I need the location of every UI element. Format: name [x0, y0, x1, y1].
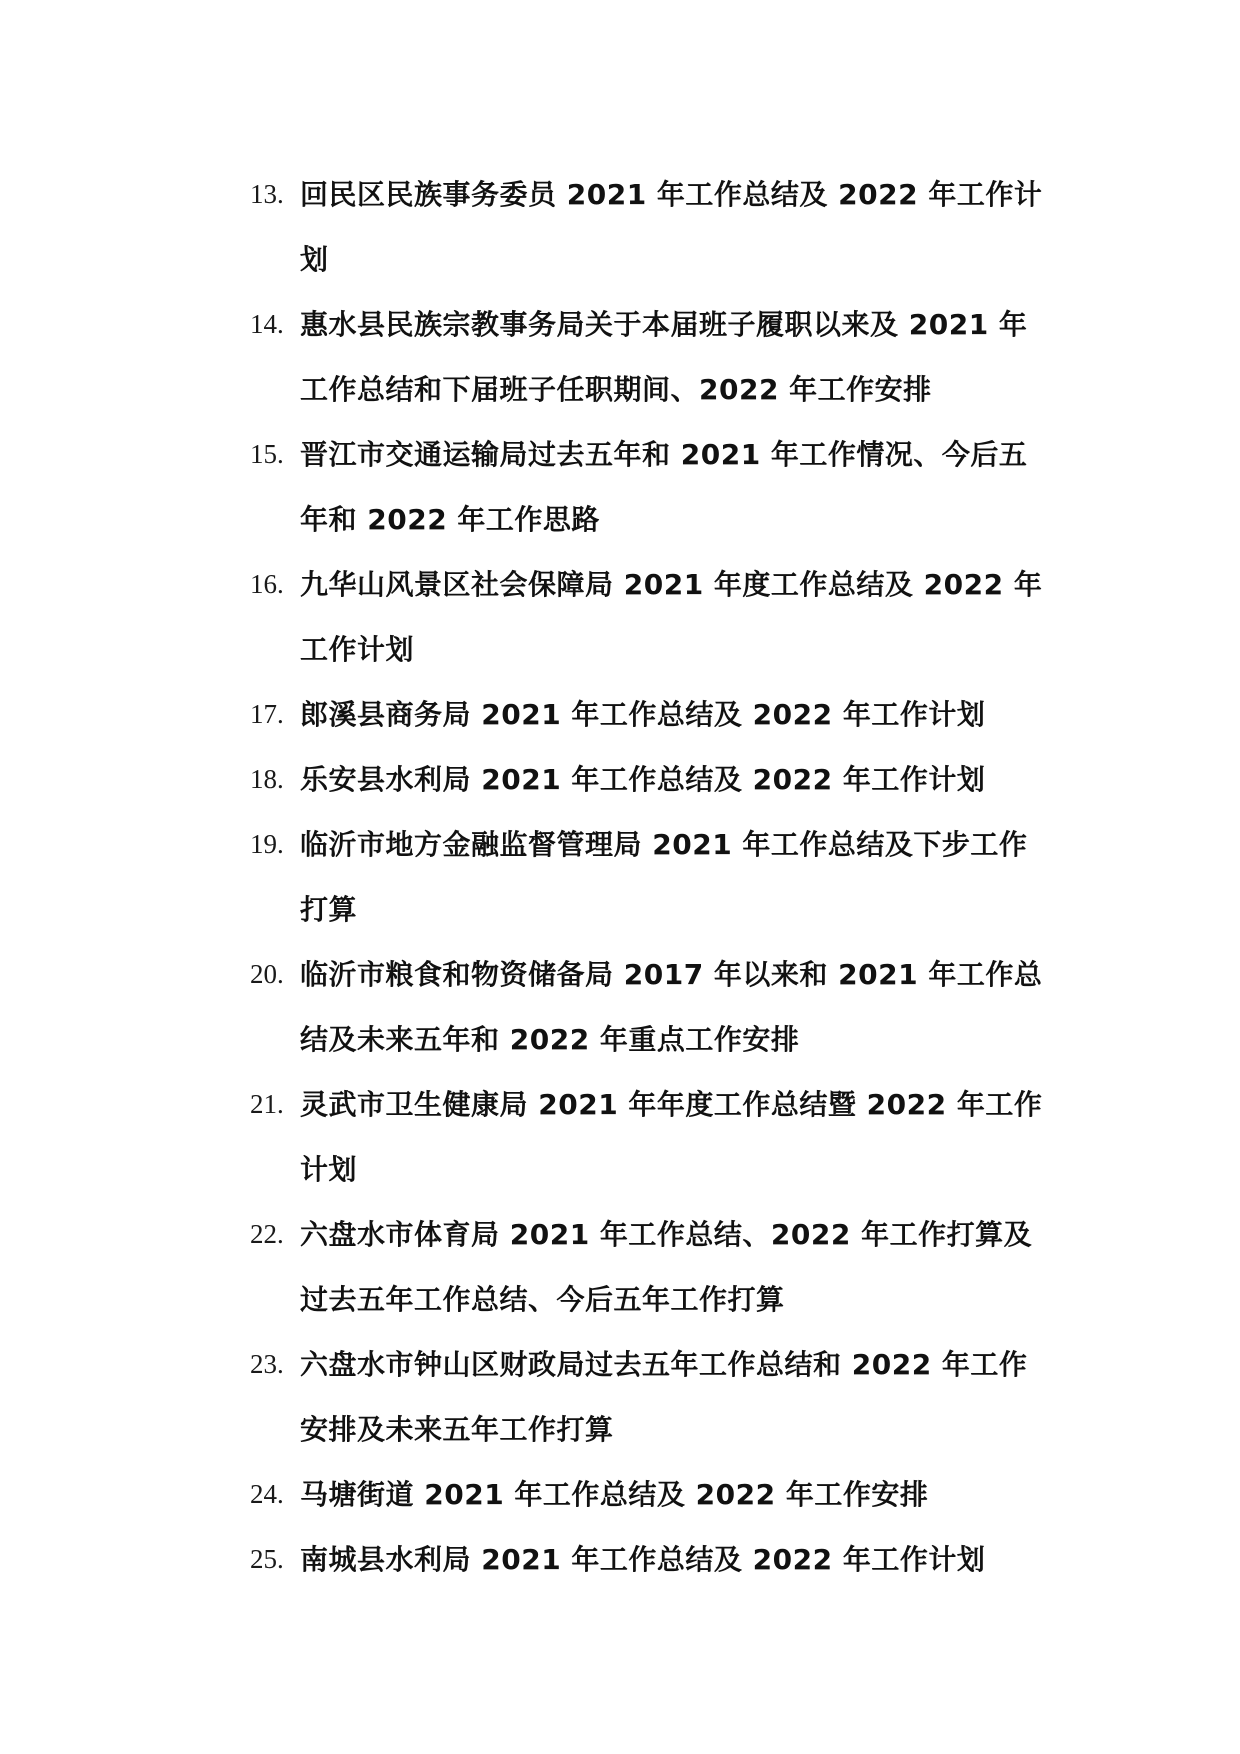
toc-item-number: 19.	[250, 829, 284, 859]
toc-item-25	[250, 1527, 1050, 1592]
toc-item-title: 临沂市地方金融监督管理局 2021 年工作总结及下步工作打算	[300, 828, 1028, 926]
toc-item-title: 惠水县民族宗教事务局关于本届班子履职以来及 2021 年工作总结和下届班子任职期间、2022 年工作安排	[300, 308, 1028, 406]
toc-item-title: 晋江市交通运输局过去五年和 2021 年工作情况、今后五年和 2022 年工作思路	[300, 438, 1028, 536]
toc-item-23	[250, 1332, 1050, 1462]
toc-item-15	[250, 422, 1050, 552]
toc-item-title: 六盘水市体育局 2021 年工作总结、2022 年工作打算及过去五年工作总结、今后五年工作打算	[300, 1218, 1033, 1316]
toc-item-21	[250, 1072, 1050, 1202]
toc-item-17	[250, 682, 1050, 747]
toc-item-number: 23.	[250, 1349, 284, 1379]
toc-item-number: 15.	[250, 439, 284, 469]
toc-item-number: 13.	[250, 179, 284, 209]
toc-item-22	[250, 1202, 1050, 1332]
toc-item-title: 郎溪县商务局 2021 年工作总结及 2022 年工作计划	[300, 698, 986, 731]
toc-item-title: 马塘街道 2021 年工作总结及 2022 年工作安排	[300, 1478, 929, 1511]
toc-item-title: 临沂市粮食和物资储备局 2017 年以来和 2021 年工作总结及未来五年和 2022 年重点工作安排	[300, 958, 1043, 1056]
toc-item-number: 18.	[250, 764, 284, 794]
toc-item-title: 灵武市卫生健康局 2021 年年度工作总结暨 2022 年工作计划	[300, 1088, 1043, 1186]
toc-item-24	[250, 1462, 1050, 1527]
toc-item-number: 14.	[250, 309, 284, 339]
toc-item-number: 22.	[250, 1219, 284, 1249]
toc-item-16	[250, 552, 1050, 682]
toc-item-number: 25.	[250, 1544, 284, 1574]
toc-item-number: 24.	[250, 1479, 284, 1509]
toc-item-14	[250, 292, 1050, 422]
table-of-contents	[250, 162, 1050, 1592]
toc-item-title: 九华山风景区社会保障局 2021 年度工作总结及 2022 年工作计划	[300, 568, 1043, 666]
toc-item-20	[250, 942, 1050, 1072]
toc-item-13	[250, 162, 1050, 292]
toc-item-number: 16.	[250, 569, 284, 599]
toc-item-number: 17.	[250, 699, 284, 729]
toc-item-title: 六盘水市钟山区财政局过去五年工作总结和 2022 年工作安排及未来五年工作打算	[300, 1348, 1028, 1446]
toc-item-18	[250, 747, 1050, 812]
toc-item-title: 回民区民族事务委员 2021 年工作总结及 2022 年工作计划	[300, 178, 1043, 276]
toc-item-number: 20.	[250, 959, 284, 989]
toc-item-title: 南城县水利局 2021 年工作总结及 2022 年工作计划	[300, 1543, 986, 1576]
toc-item-number: 21.	[250, 1089, 284, 1119]
toc-item-19	[250, 812, 1050, 942]
toc-item-title: 乐安县水利局 2021 年工作总结及 2022 年工作计划	[300, 763, 986, 796]
